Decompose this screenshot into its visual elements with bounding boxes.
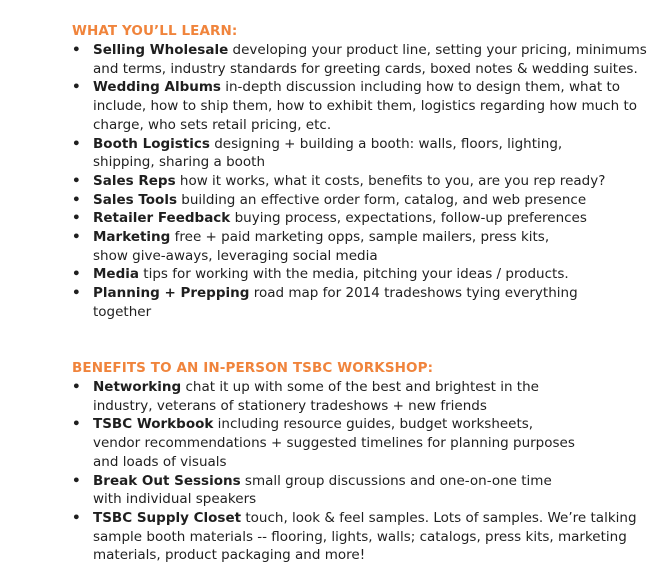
item-term: Sales Reps bbox=[93, 172, 176, 189]
item-term: Retailer Feedback bbox=[93, 210, 231, 227]
item-text: chat it up with some of the best and brightest in the bbox=[181, 379, 539, 395]
item-text: and loads of visuals bbox=[93, 453, 227, 470]
item-term: Sales Tools bbox=[93, 191, 177, 208]
list-item bbox=[72, 172, 667, 191]
bullet: • bbox=[72, 191, 81, 208]
item-text: shipping, sharing a booth bbox=[93, 154, 266, 171]
bullet: • bbox=[72, 42, 81, 58]
bullet: • bbox=[72, 472, 81, 489]
item-text: small group discussions and one-on-one time bbox=[240, 472, 552, 489]
item-text: including resource guides, budget worksheets, bbox=[213, 416, 534, 433]
item-text: in-depth discussion including how to design them, what to bbox=[220, 79, 621, 96]
bullet: • bbox=[72, 266, 81, 283]
item-text: industry, veterans of stationery tradeshows + new friends bbox=[93, 397, 487, 414]
list-item bbox=[72, 191, 667, 210]
item-text: sample booth materials -- flooring, lights, walls; catalogs, press kits, marketing bbox=[93, 528, 627, 545]
item-text: materials, product packaging and more! bbox=[93, 547, 366, 564]
what-youll-learn-section bbox=[72, 22, 667, 322]
bullet: • bbox=[72, 210, 81, 227]
item-text: with individual speakers bbox=[93, 491, 257, 508]
list-item bbox=[72, 509, 667, 565]
list-item bbox=[72, 41, 667, 78]
list-item bbox=[72, 378, 667, 415]
item-term: Marketing bbox=[93, 229, 171, 246]
list-item bbox=[72, 415, 667, 471]
item-text: how it works, what it costs, benefits to you, are you rep ready? bbox=[175, 172, 606, 189]
bullet: • bbox=[72, 285, 81, 302]
item-text: together bbox=[93, 303, 152, 320]
list-item bbox=[72, 135, 667, 172]
item-term: Selling Wholesale bbox=[93, 42, 229, 58]
item-text: developing your product line, setting your pricing, minimums bbox=[228, 42, 647, 58]
item-text: designing + building a booth: walls, floors, lighting, bbox=[209, 135, 563, 152]
item-term: Networking bbox=[93, 379, 182, 395]
item-term: Wedding Albums bbox=[93, 79, 221, 96]
bullet: • bbox=[72, 229, 81, 246]
item-text: include, how to ship them, how to exhibit them, logistics regarding how much to bbox=[93, 98, 638, 115]
list-item bbox=[72, 284, 667, 321]
bullet: • bbox=[72, 416, 81, 433]
bullet: • bbox=[72, 509, 81, 526]
item-text: touch, look & feel samples. Lots of samples. We’re talking bbox=[241, 509, 637, 526]
bullet: • bbox=[72, 379, 81, 395]
bullet: • bbox=[72, 172, 81, 189]
item-text: road map for 2014 tradeshows tying everything bbox=[249, 285, 578, 302]
item-term: Planning + Prepping bbox=[93, 285, 250, 302]
item-text: charge, who sets retail pricing, etc. bbox=[93, 116, 332, 133]
item-term: Media bbox=[93, 266, 139, 283]
item-text: building an effective order form, catalog, and web presence bbox=[176, 191, 587, 208]
list-item bbox=[72, 78, 667, 134]
item-text: show give-aways, leveraging social media bbox=[93, 247, 378, 264]
item-term: Booth Logistics bbox=[93, 135, 210, 152]
item-text: and terms, industry standards for greeting cards, boxed notes & wedding suites. bbox=[93, 60, 638, 77]
learn-list bbox=[72, 41, 667, 322]
item-text: free + paid marketing opps, sample mailers, press kits, bbox=[170, 229, 550, 246]
list-item bbox=[72, 209, 667, 228]
section-heading: WHAT YOU’LL LEARN: bbox=[72, 23, 238, 39]
item-term: TSBC Supply Closet bbox=[93, 509, 242, 526]
benefits-list bbox=[72, 378, 667, 565]
list-item bbox=[72, 228, 667, 265]
item-text: vendor recommendations + suggested timelines for planning purposes bbox=[93, 435, 575, 452]
item-term: TSBC Workbook bbox=[93, 416, 214, 433]
list-item bbox=[72, 472, 667, 509]
bullet: • bbox=[72, 135, 81, 152]
benefits-section bbox=[72, 359, 667, 565]
item-text: tips for working with the media, pitching your ideas / products. bbox=[139, 266, 569, 283]
list-item bbox=[72, 265, 667, 284]
item-text: buying process, expectations, follow-up preferences bbox=[230, 210, 587, 227]
bullet: • bbox=[72, 79, 81, 96]
item-term: Break Out Sessions bbox=[93, 472, 241, 489]
section-heading: BENEFITS TO AN IN-PERSON TSBC WORKSHOP: bbox=[72, 360, 434, 376]
